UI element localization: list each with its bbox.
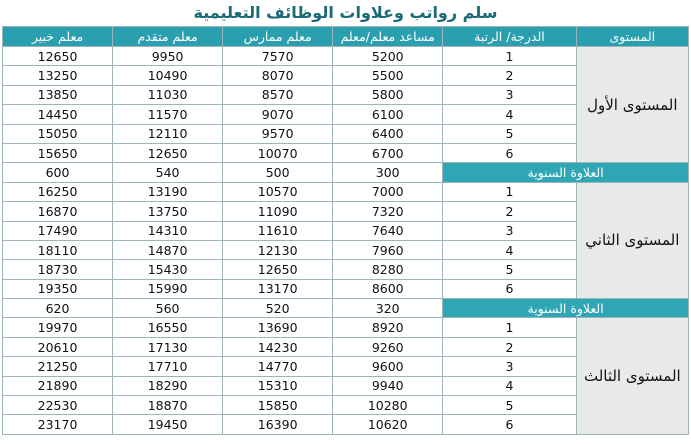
allowance-cell-assistant: 320	[333, 299, 443, 318]
grade-cell: 6	[443, 143, 576, 162]
salary-cell-practitioner: 15310	[223, 376, 333, 395]
salary-cell-advanced: 10490	[113, 66, 223, 85]
grade-cell: 4	[443, 105, 576, 124]
salary-cell-practitioner: 8570	[223, 85, 333, 104]
salary-cell-practitioner: 12130	[223, 240, 333, 259]
table-row	[3, 318, 689, 337]
header-expert: معلم خبير	[3, 27, 113, 47]
salary-cell-practitioner: 7570	[223, 47, 333, 66]
salary-cell-practitioner: 11610	[223, 221, 333, 240]
grade-cell: 5	[443, 396, 576, 415]
grade-cell: 2	[443, 337, 576, 356]
allowance-cell-practitioner: 500	[223, 163, 333, 182]
grade-cell: 3	[443, 85, 576, 104]
salary-cell-assistant: 5800	[333, 85, 443, 104]
grade-cell: 1	[443, 47, 576, 66]
salary-cell-expert: 17490	[3, 221, 113, 240]
salary-cell-expert: 12650	[3, 47, 113, 66]
level-label: المستوى الثاني	[576, 182, 688, 298]
salary-cell-assistant: 7640	[333, 221, 443, 240]
grade-cell: 3	[443, 221, 576, 240]
level-label: المستوى الثالث	[576, 318, 688, 434]
salary-cell-expert: 23170	[3, 415, 113, 434]
salary-cell-practitioner: 10570	[223, 182, 333, 201]
salary-cell-advanced: 13190	[113, 182, 223, 201]
grade-cell: 5	[443, 124, 576, 143]
annual-allowance-row	[3, 299, 689, 318]
salary-cell-practitioner: 13690	[223, 318, 333, 337]
salary-cell-expert: 13850	[3, 85, 113, 104]
salary-cell-advanced: 9950	[113, 47, 223, 66]
salary-cell-advanced: 16550	[113, 318, 223, 337]
salary-cell-expert: 19970	[3, 318, 113, 337]
salary-cell-practitioner: 10070	[223, 143, 333, 162]
salary-cell-expert: 19350	[3, 279, 113, 298]
salary-cell-expert: 20610	[3, 337, 113, 356]
salary-cell-assistant: 9940	[333, 376, 443, 395]
grade-cell: 5	[443, 260, 576, 279]
salary-cell-practitioner: 9570	[223, 124, 333, 143]
salary-cell-practitioner: 11090	[223, 202, 333, 221]
annual-allowance-row	[3, 163, 689, 182]
salary-cell-practitioner: 8070	[223, 66, 333, 85]
grade-cell: 1	[443, 318, 576, 337]
salary-cell-advanced: 17130	[113, 337, 223, 356]
salary-cell-expert: 15650	[3, 143, 113, 162]
salary-cell-advanced: 19450	[113, 415, 223, 434]
salary-cell-expert: 16870	[3, 202, 113, 221]
grade-cell: 3	[443, 357, 576, 376]
salary-cell-assistant: 6400	[333, 124, 443, 143]
salary-cell-assistant: 5500	[333, 66, 443, 85]
salary-cell-assistant: 7960	[333, 240, 443, 259]
salary-cell-expert: 16250	[3, 182, 113, 201]
annual-allowance-label: العلاوة السنوية	[443, 299, 689, 318]
salary-cell-assistant: 8600	[333, 279, 443, 298]
table-row	[3, 182, 689, 201]
salary-cell-expert: 13250	[3, 66, 113, 85]
salary-cell-assistant: 10280	[333, 396, 443, 415]
allowance-cell-expert: 600	[3, 163, 113, 182]
salary-cell-advanced: 15430	[113, 260, 223, 279]
grade-cell: 6	[443, 279, 576, 298]
salary-cell-expert: 21250	[3, 357, 113, 376]
salary-cell-practitioner: 16390	[223, 415, 333, 434]
salary-cell-assistant: 7000	[333, 182, 443, 201]
table-row	[3, 47, 689, 66]
salary-cell-advanced: 17710	[113, 357, 223, 376]
salary-cell-assistant: 7320	[333, 202, 443, 221]
salary-cell-expert: 21890	[3, 376, 113, 395]
header-advanced: معلم متقدم	[113, 27, 223, 47]
salary-cell-assistant: 6700	[333, 143, 443, 162]
salary-cell-practitioner: 13170	[223, 279, 333, 298]
salary-cell-expert: 15050	[3, 124, 113, 143]
salary-cell-advanced: 18290	[113, 376, 223, 395]
allowance-cell-advanced: 540	[113, 163, 223, 182]
salary-cell-assistant: 8920	[333, 318, 443, 337]
header-practitioner: معلم ممارس	[223, 27, 333, 47]
allowance-cell-expert: 620	[3, 299, 113, 318]
salary-cell-assistant: 8280	[333, 260, 443, 279]
salary-cell-practitioner: 12650	[223, 260, 333, 279]
allowance-cell-assistant: 300	[333, 163, 443, 182]
header-level: المستوى	[576, 27, 688, 47]
salary-cell-assistant: 6100	[333, 105, 443, 124]
salary-table	[2, 26, 689, 435]
grade-cell: 6	[443, 415, 576, 434]
salary-cell-advanced: 12110	[113, 124, 223, 143]
grade-cell: 1	[443, 182, 576, 201]
salary-cell-advanced: 11570	[113, 105, 223, 124]
salary-cell-assistant: 9260	[333, 337, 443, 356]
table-body	[3, 47, 689, 435]
page-title: سلم رواتب وعلاوات الوظائف التعليمية	[193, 3, 498, 22]
salary-cell-advanced: 14310	[113, 221, 223, 240]
level-label: المستوى الأول	[576, 47, 688, 163]
salary-cell-practitioner: 15850	[223, 396, 333, 415]
grade-cell: 4	[443, 240, 576, 259]
salary-cell-practitioner: 14230	[223, 337, 333, 356]
grade-cell: 2	[443, 66, 576, 85]
salary-cell-expert: 14450	[3, 105, 113, 124]
grade-cell: 4	[443, 376, 576, 395]
salary-cell-expert: 18110	[3, 240, 113, 259]
salary-cell-advanced: 14870	[113, 240, 223, 259]
allowance-cell-practitioner: 520	[223, 299, 333, 318]
salary-cell-advanced: 18870	[113, 396, 223, 415]
salary-cell-assistant: 5200	[333, 47, 443, 66]
salary-cell-advanced: 15990	[113, 279, 223, 298]
salary-cell-expert: 18730	[3, 260, 113, 279]
salary-cell-expert: 22530	[3, 396, 113, 415]
salary-cell-practitioner: 9070	[223, 105, 333, 124]
salary-cell-practitioner: 14770	[223, 357, 333, 376]
header-grade: الدرجة/ الرتبة	[443, 27, 576, 47]
header-row	[3, 27, 689, 47]
salary-cell-assistant: 9600	[333, 357, 443, 376]
salary-cell-advanced: 13750	[113, 202, 223, 221]
salary-cell-assistant: 10620	[333, 415, 443, 434]
allowance-cell-advanced: 560	[113, 299, 223, 318]
grade-cell: 2	[443, 202, 576, 221]
annual-allowance-label: العلاوة السنوية	[443, 163, 689, 182]
salary-cell-advanced: 12650	[113, 143, 223, 162]
header-assistant: مساعد معلم/معلم	[333, 27, 443, 47]
salary-cell-advanced: 11030	[113, 85, 223, 104]
